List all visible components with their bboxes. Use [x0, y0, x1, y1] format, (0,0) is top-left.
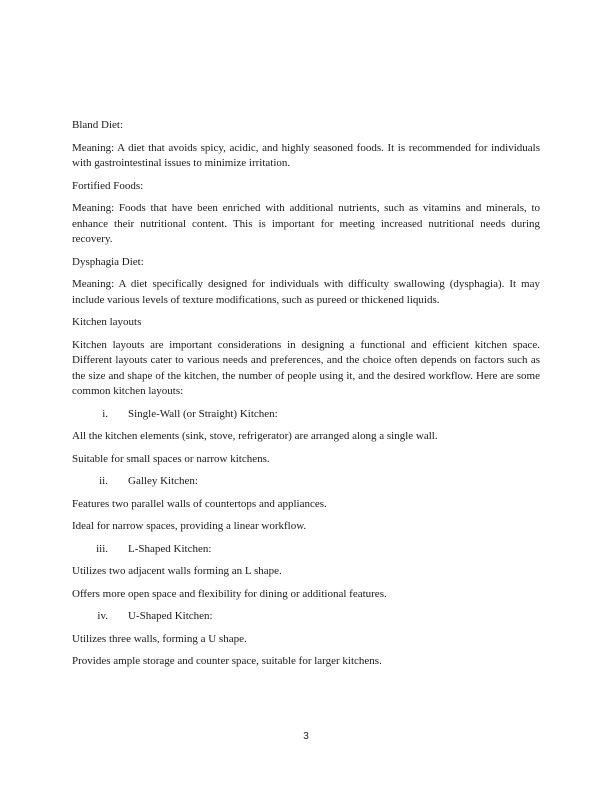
bland-diet-meaning: Meaning: A diet that avoids spicy, acidic, and highly seasoned foods. It is recommended for individuals with gastrointestinal issues to minimize irritation. — [72, 141, 540, 169]
layout-title: Galley Kitchen: — [128, 475, 198, 487]
layout-description: Suitable for small spaces or narrow kitchens. — [72, 452, 270, 465]
layout-item-single-wall — [72, 407, 540, 423]
layout-description: Features two parallel walls of countertops and appliances. — [72, 497, 327, 510]
layout-title: U-Shaped Kitchen: — [128, 610, 213, 622]
layout-description: Utilizes three walls, forming a U shape. — [72, 632, 247, 645]
dysphagia-diet-meaning: Meaning: A diet specifically designed for individuals with difficulty swallowing (dysphagia). It may include various levels of texture modifications, such as pureed or thickened liquids. — [72, 278, 540, 306]
fortified-foods-meaning: Meaning: Foods that have been enriched with additional nutrients, such as vitamins and minerals, to enhance their nutritional content. This is important for meeting increased nutritional needs during recovery. — [72, 202, 540, 245]
list-number: i. — [102, 407, 108, 420]
layout-title: Single-Wall (or Straight) Kitchen: — [128, 407, 278, 420]
dysphagia-diet-heading: Dysphagia Diet: — [72, 255, 144, 268]
kitchen-layouts-heading: Kitchen layouts — [72, 316, 142, 328]
layout-description: Provides ample storage and counter space, suitable for larger kitchens. — [72, 655, 382, 667]
list-number: iii. — [96, 542, 108, 555]
layout-item-u-shaped — [72, 609, 540, 625]
list-number: iv. — [97, 610, 108, 622]
layout-description: All the kitchen elements (sink, stove, refrigerator) are arranged along a single wall. — [72, 430, 438, 442]
layout-item-l-shaped — [72, 542, 540, 558]
layout-description: Offers more open space and flexibility for dining or additional features. — [72, 587, 387, 600]
layout-title: L-Shaped Kitchen: — [128, 542, 212, 555]
document-page — [72, 118, 540, 677]
layout-description: Ideal for narrow spaces, providing a linear workflow. — [72, 520, 307, 532]
fortified-foods-heading: Fortified Foods: — [72, 179, 144, 192]
list-number: ii. — [99, 475, 108, 487]
layout-item-galley — [72, 474, 540, 490]
kitchen-layouts-intro: Kitchen layouts are important considerations in designing a functional and efficient kitchen space. Different layouts cater to various needs and preferences, and the choice often depends on factors such as the size and shape of the kitchen, the number of people using it, and the desired workflow. Here are some common kitchen layouts: — [72, 338, 540, 397]
bland-diet-heading: Bland Diet: — [72, 119, 124, 131]
page-number: 3 — [303, 731, 309, 742]
layout-description: Utilizes two adjacent walls forming an L shape. — [72, 565, 282, 577]
